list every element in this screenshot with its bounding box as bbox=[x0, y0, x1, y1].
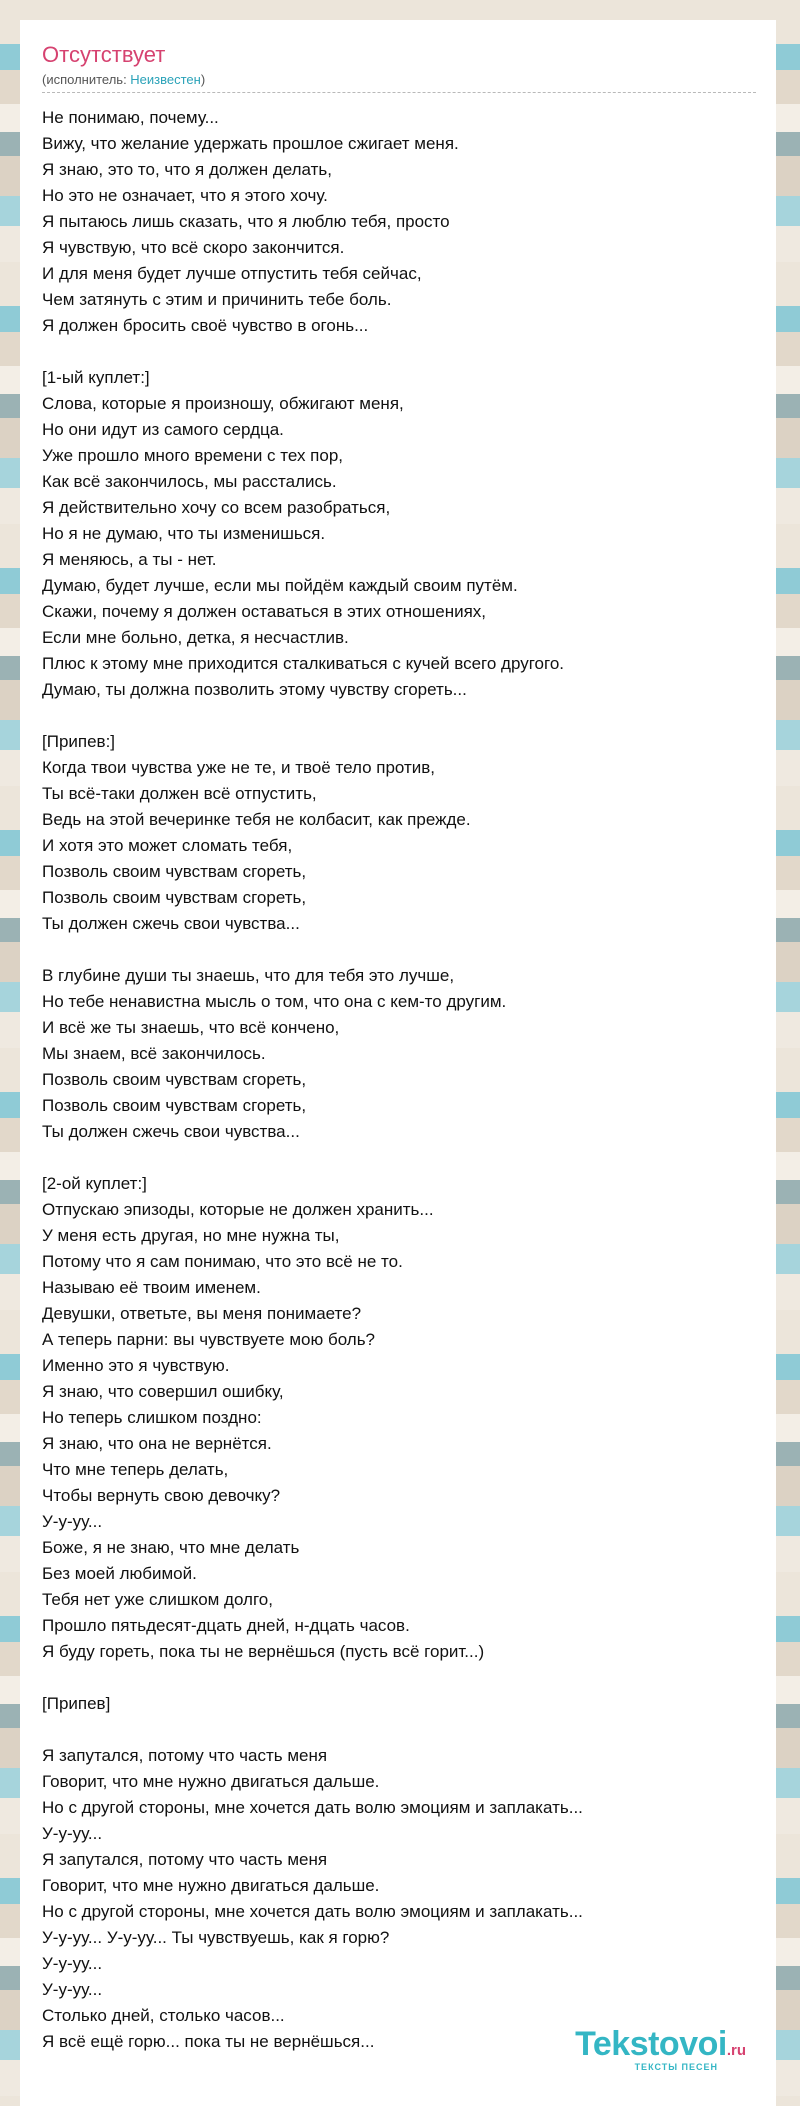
lyric-line: Я всё ещё горю... пока ты не вернёшься... bbox=[42, 2032, 375, 2051]
lyric-line: Потому что я сам понимаю, что это всё не то. bbox=[42, 1252, 403, 1271]
lyric-line: Отпускаю эпизоды, которые не должен хранить... bbox=[42, 1200, 434, 1219]
lyric-line: Если мне больно, детка, я несчастлив. bbox=[42, 628, 349, 647]
lyric-line: Когда твои чувства уже не те, и твоё тело против, bbox=[42, 758, 436, 777]
lyric-line bbox=[42, 703, 756, 729]
lyric-line: Ты должен сжечь свои чувства... bbox=[42, 914, 300, 933]
lyric-line: Я меняюсь, а ты - нет. bbox=[42, 550, 217, 569]
lyric-line: Позволь своим чувствам сгореть, bbox=[42, 862, 307, 881]
lyric-line: Ты должен сжечь свои чувства... bbox=[42, 1122, 300, 1141]
artist-link[interactable]: Неизвестен bbox=[130, 72, 201, 87]
lyric-line: Называю её твоим именем. bbox=[42, 1278, 261, 1297]
lyric-line: У-у-уу... bbox=[42, 1954, 103, 1973]
logo-tld: .ru bbox=[726, 2042, 746, 2059]
lyric-line: Говорит, что мне нужно двигаться дальше. bbox=[42, 1876, 380, 1895]
lyric-line: Без моей любимой. bbox=[42, 1564, 197, 1583]
lyric-line: Но это не означает, что я этого хочу. bbox=[42, 186, 328, 205]
lyric-line: У-у-уу... У-у-уу... Ты чувствуешь, как я горю? bbox=[42, 1928, 390, 1947]
lyric-line bbox=[42, 339, 756, 365]
site-logo[interactable] bbox=[575, 2027, 746, 2072]
lyric-line: Тебя нет уже слишком долго, bbox=[42, 1590, 273, 1609]
lyric-line: Скажи, почему я должен оставаться в этих отношениях, bbox=[42, 602, 487, 621]
lyric-line: Позволь своим чувствам сгореть, bbox=[42, 1096, 307, 1115]
lyric-line: И хотя это может сломать тебя, bbox=[42, 836, 293, 855]
lyric-line: [Припев] bbox=[42, 1694, 111, 1713]
lyric-line bbox=[42, 1665, 756, 1691]
lyric-line: Девушки, ответьте, вы меня понимаете? bbox=[42, 1304, 362, 1323]
lyric-line bbox=[42, 1145, 756, 1171]
lyric-line: Я должен бросить своё чувство в огонь... bbox=[42, 316, 369, 335]
lyric-line: Уже прошло много времени с тех пор, bbox=[42, 446, 344, 465]
lyric-line: В глубине души ты знаешь, что для тебя это лучше, bbox=[42, 966, 455, 985]
lyric-line: Думаю, ты должна позволить этому чувству сгореть... bbox=[42, 680, 467, 699]
lyric-line: Боже, я не знаю, что мне делать bbox=[42, 1538, 300, 1557]
lyric-line: Что мне теперь делать, bbox=[42, 1460, 229, 1479]
lyric-line: Я чувствую, что всё скоро закончится. bbox=[42, 238, 345, 257]
lyric-line: Плюс к этому мне приходится сталкиваться с кучей всего другого. bbox=[42, 654, 565, 673]
lyric-line: И всё же ты знаешь, что всё кончено, bbox=[42, 1018, 340, 1037]
lyric-line: Но с другой стороны, мне хочется дать волю эмоциям и заплакать... bbox=[42, 1902, 583, 1921]
lyric-line: [Припев:] bbox=[42, 732, 116, 751]
lyric-line bbox=[42, 1717, 756, 1743]
lyric-line: Столько дней, столько часов... bbox=[42, 2006, 285, 2025]
song-title: Отсутствует bbox=[42, 42, 166, 67]
lyric-line: Я знаю, что она не вернётся. bbox=[42, 1434, 272, 1453]
lyric-line: Но с другой стороны, мне хочется дать волю эмоциям и заплакать... bbox=[42, 1798, 583, 1817]
lyrics-page bbox=[20, 20, 776, 2106]
lyric-line: Но они идут из самого сердца. bbox=[42, 420, 284, 439]
lyric-line: У меня есть другая, но мне нужна ты, bbox=[42, 1226, 340, 1245]
artist-suffix: ) bbox=[200, 72, 206, 87]
lyric-line: Но теперь слишком поздно: bbox=[42, 1408, 262, 1427]
lyric-line: Именно это я чувствую. bbox=[42, 1356, 230, 1375]
lyrics-text bbox=[42, 105, 756, 2055]
lyric-line: Я знаю, что совершил ошибку, bbox=[42, 1382, 284, 1401]
lyric-line: Говорит, что мне нужно двигаться дальше. bbox=[42, 1772, 380, 1791]
lyric-line: Я действительно хочу со всем разобраться, bbox=[42, 498, 391, 517]
lyric-line: И для меня будет лучше отпустить тебя сейчас, bbox=[42, 264, 422, 283]
lyric-line: Позволь своим чувствам сгореть, bbox=[42, 888, 307, 907]
lyric-line: У-у-уу... bbox=[42, 1980, 103, 1999]
lyric-line: Ты всё-таки должен всё отпустить, bbox=[42, 784, 317, 803]
lyric-line: Прошло пятьдесят-дцать дней, н-дцать часов. bbox=[42, 1616, 410, 1635]
lyric-line: Думаю, будет лучше, если мы пойдём каждый своим путём. bbox=[42, 576, 518, 595]
artist-line bbox=[42, 72, 756, 93]
lyric-line: Позволь своим чувствам сгореть, bbox=[42, 1070, 307, 1089]
lyric-line: Я запутался, потому что часть меня bbox=[42, 1850, 328, 1869]
lyric-line: Чем затянуть с этим и причинить тебе боль. bbox=[42, 290, 392, 309]
lyric-line: У-у-уу... bbox=[42, 1512, 103, 1531]
lyric-line: Я запутался, потому что часть меня bbox=[42, 1746, 328, 1765]
artist-prefix: (исполнитель: bbox=[42, 72, 131, 87]
lyric-line: Вижу, что желание удержать прошлое сжигает меня. bbox=[42, 134, 459, 153]
lyric-line: Но тебе ненавистна мысль о том, что она с кем-то другим. bbox=[42, 992, 507, 1011]
lyric-line: У-у-уу... bbox=[42, 1824, 103, 1843]
lyric-line: Я знаю, это то, что я должен делать, bbox=[42, 160, 332, 179]
lyric-line: Я буду гореть, пока ты не вернёшься (пусть всё горит...) bbox=[42, 1642, 485, 1661]
lyric-line: [2-ой куплет:] bbox=[42, 1174, 147, 1193]
lyric-line: Ведь на этой вечеринке тебя не колбасит, как прежде. bbox=[42, 810, 471, 829]
logo-name: Tekstovoi bbox=[575, 2025, 727, 2063]
lyric-line: Я пытаюсь лишь сказать, что я люблю тебя, просто bbox=[42, 212, 450, 231]
lyric-line bbox=[42, 937, 756, 963]
lyric-line: Как всё закончилось, мы расстались. bbox=[42, 472, 337, 491]
lyric-line: А теперь парни: вы чувствуете мою боль? bbox=[42, 1330, 376, 1349]
lyric-line: [1-ый куплет:] bbox=[42, 368, 150, 387]
lyric-line: Чтобы вернуть свою девочку? bbox=[42, 1486, 281, 1505]
lyric-line: Не понимаю, почему... bbox=[42, 108, 219, 127]
lyric-line: Слова, которые я произношу, обжигают меня, bbox=[42, 394, 404, 413]
lyric-line: Мы знаем, всё закончилось. bbox=[42, 1044, 266, 1063]
logo-tagline: ТЕКСТЫ ПЕСЕН bbox=[634, 2062, 718, 2072]
lyric-line: Но я не думаю, что ты изменишься. bbox=[42, 524, 326, 543]
